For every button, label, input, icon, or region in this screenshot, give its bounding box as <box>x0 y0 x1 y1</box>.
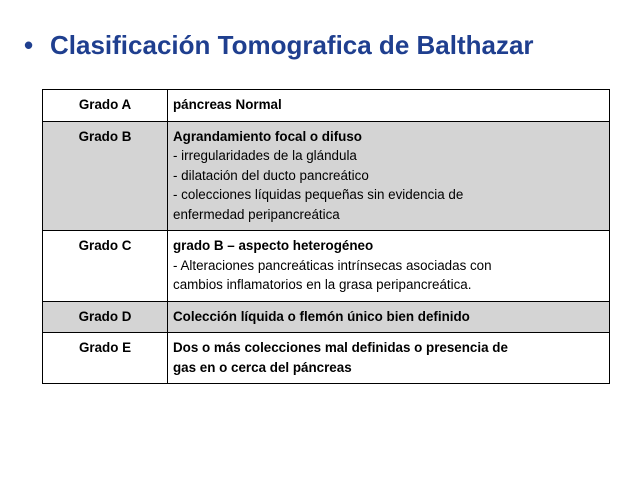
description-cell <box>168 333 610 384</box>
table-row-grado-a <box>43 90 610 122</box>
grade-cell: Grado B <box>43 121 168 231</box>
description-cell <box>168 231 610 302</box>
description-heading-continued: gas en o cerca del páncreas <box>173 359 352 375</box>
grade-cell: Grado C <box>43 231 168 302</box>
grade-cell: Grado E <box>43 333 168 384</box>
description-line: - irregularidades de la glándula <box>173 148 357 163</box>
table-row-grado-d <box>43 301 610 333</box>
bullet-icon: • <box>24 30 34 60</box>
description-heading: Colección líquida o flemón único bien definido <box>173 308 470 324</box>
description-line: cambios inflamatorios en la grasa peripancreática. <box>173 277 472 292</box>
description-line: - colecciones líquidas pequeñas sin evidencia de <box>173 187 464 202</box>
slide-title-text: Clasificación Tomografica de Balthazar <box>50 30 534 60</box>
description-heading: Dos o más colecciones mal definidas o presencia de <box>173 340 508 355</box>
grade-cell: Grado D <box>43 301 168 333</box>
description-line: enfermedad peripancreática <box>173 206 340 222</box>
table-row-grado-c <box>43 231 610 302</box>
description-heading: páncreas Normal <box>173 97 282 112</box>
table-row-grado-b <box>43 121 610 231</box>
description-cell <box>168 121 610 231</box>
description-line: - Alteraciones pancreáticas intrínsecas asociadas con <box>173 257 492 273</box>
description-heading: grado B – aspecto heterogéneo <box>173 238 374 253</box>
description-line: - dilatación del ducto pancreático <box>173 167 369 183</box>
description-cell <box>168 301 610 333</box>
balthazar-table <box>42 89 610 384</box>
slide-title <box>24 30 534 61</box>
description-heading: Agrandamiento focal o difuso <box>173 128 362 144</box>
table-row-grado-e <box>43 333 610 384</box>
grade-cell: Grado A <box>43 90 168 122</box>
description-cell <box>168 90 610 122</box>
